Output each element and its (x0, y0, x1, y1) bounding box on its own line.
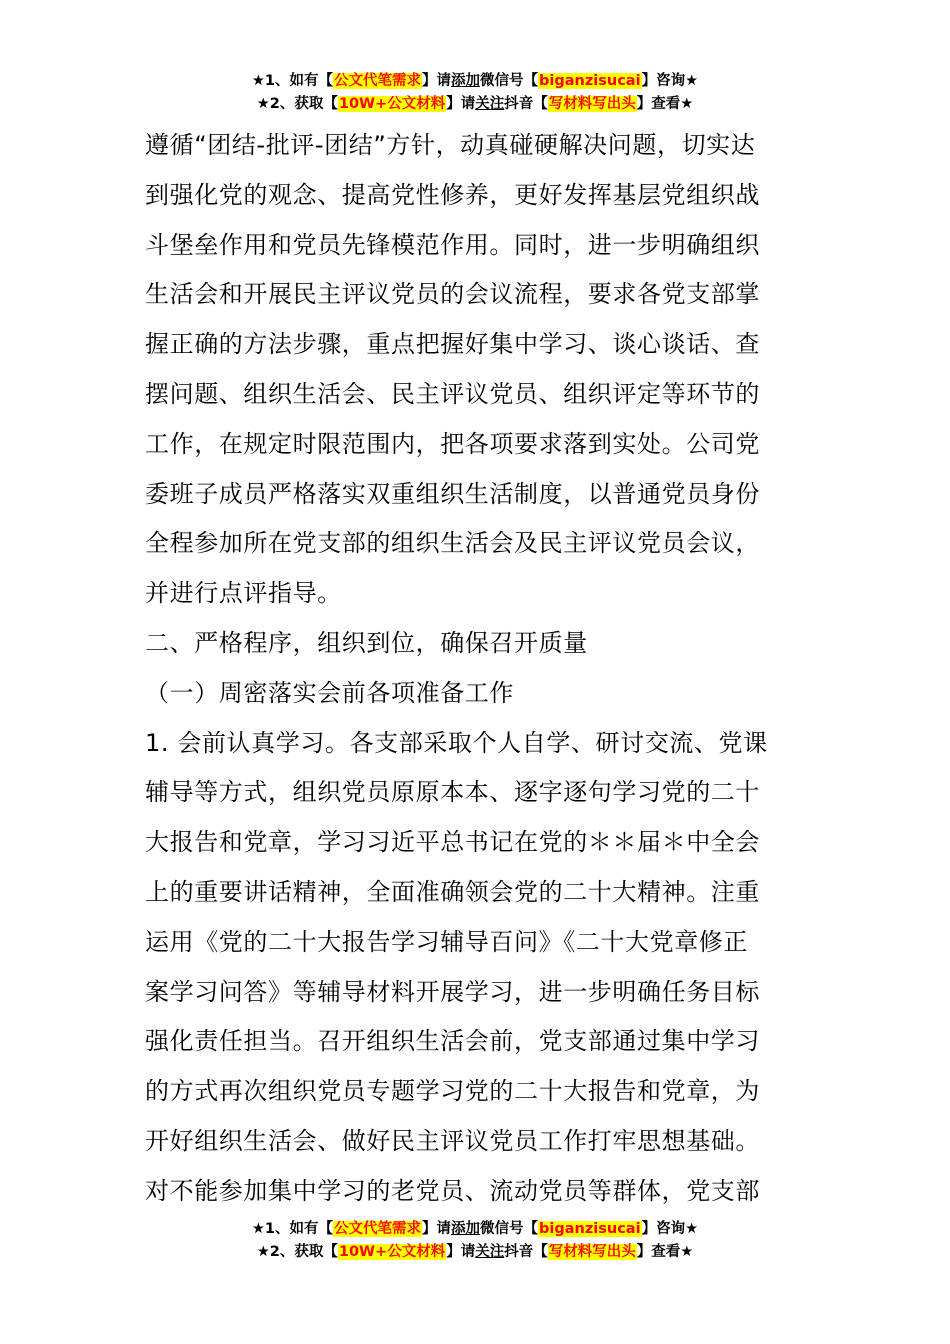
banner-underlined-text: 添加 (451, 73, 481, 89)
banner-line-2 (0, 93, 950, 116)
banner-text: ★2、获取【 (256, 1244, 338, 1260)
banner-line-1 (0, 1218, 950, 1241)
body-line: 摆问题、组织生活会、民主评议党员、组织评定等环节的 (145, 379, 760, 408)
banner-text: 抖音【 (504, 1244, 548, 1260)
body-line: 案学习问答》等辅导材料开展学习，进一步明确任务目标 (145, 977, 760, 1006)
body-line: 大报告和党章，学习习近平总书记在党的＊＊届＊中全会 (145, 828, 760, 857)
body-line: 遵循“团结-批评-团结”方针，动真碰硬解决问题，切实达 (145, 131, 756, 159)
banner-line-2 (0, 1241, 950, 1264)
body-line: 对不能参加集中学习的老党员、流动党员等群体，党支部 (145, 1176, 760, 1205)
banner-text: 】咨询★ (641, 73, 699, 89)
body-line: 的方式再次组织党员专题学习党的二十大报告和党章，为 (145, 1077, 760, 1106)
body-line: 上的重要讲话精神，全面准确领会党的二十大精神。注重 (145, 877, 760, 906)
body-line: 强化责任担当。召开组织生活会前，党支部通过集中学习 (145, 1027, 760, 1056)
banner-text: 抖音【 (504, 96, 548, 112)
banner-line-1 (0, 70, 950, 93)
body-line: 委班子成员严格落实双重组织生活制度，以普通党员身份 (145, 479, 760, 508)
body-line: 开好组织生活会、做好民主评议党员工作打牢思想基础。 (145, 1126, 760, 1155)
body-line: 斗堡垒作用和党员先锋模范作用。同时，进一步明确组织 (145, 230, 760, 259)
highlight-materials: 10W+公文材料 (338, 96, 446, 112)
body-line: 辅导等方式，组织党员原原本本、逐字逐句学习党的二十 (145, 778, 760, 807)
banner-underlined-text: 关注 (475, 1244, 505, 1260)
banner-underlined-text: 添加 (451, 1221, 481, 1237)
highlight-douyin: 写材料写出头 (548, 1244, 636, 1260)
banner-text: 】请 (446, 96, 476, 112)
banner-text: 】咨询★ (641, 1221, 699, 1237)
header-banner (0, 70, 950, 116)
body-line: 到强化党的观念、提高党性修养，更好发挥基层党组织战 (145, 180, 760, 209)
highlight-wechat-id: biganzisucai (539, 1221, 641, 1237)
banner-text: 微信号【 (480, 1221, 539, 1237)
banner-text: 微信号【 (480, 73, 539, 89)
banner-text: ★1、如有【 (251, 1221, 334, 1237)
body-line: 握正确的方法步骤，重点把握好集中学习、谈心谈话、查 (145, 330, 760, 359)
subsection-heading: （一）周密落实会前各项准备工作 (145, 678, 514, 707)
body-line: 并进行点评指导。 (145, 579, 342, 608)
banner-text: ★1、如有【 (251, 73, 334, 89)
banner-text: 】请 (446, 1244, 476, 1260)
footer-banner (0, 1218, 950, 1264)
highlight-wechat-id: biganzisucai (539, 73, 641, 89)
banner-text: ★2、获取【 (256, 96, 338, 112)
body-line: 生活会和开展民主评议党员的会议流程，要求各党支部掌 (145, 280, 760, 309)
body-line: 工作，在规定时限范围内，把各项要求落到实处。公司党 (145, 429, 760, 458)
highlight-service: 公文代笔需求 (334, 73, 422, 89)
banner-text: 】查看★ (636, 96, 694, 112)
body-line: 全程参加所在党支部的组织生活会及民主评议党员会议， (145, 529, 760, 558)
section-heading: 二、严格程序，组织到位，确保召开质量 (145, 628, 588, 657)
highlight-materials: 10W+公文材料 (338, 1244, 446, 1260)
document-body (145, 121, 810, 1217)
body-line: 运用《党的二十大报告学习辅导百问》《二十大党章修正 (145, 927, 748, 956)
highlight-service: 公文代笔需求 (334, 1221, 422, 1237)
banner-text: 】查看★ (636, 1244, 694, 1260)
banner-text: 】请 (422, 73, 452, 89)
banner-text: 】请 (422, 1221, 452, 1237)
highlight-douyin: 写材料写出头 (548, 96, 636, 112)
body-line: 1. 会前认真学习。各支部采取个人自学、研讨交流、党课 (145, 728, 768, 757)
banner-underlined-text: 关注 (475, 96, 505, 112)
